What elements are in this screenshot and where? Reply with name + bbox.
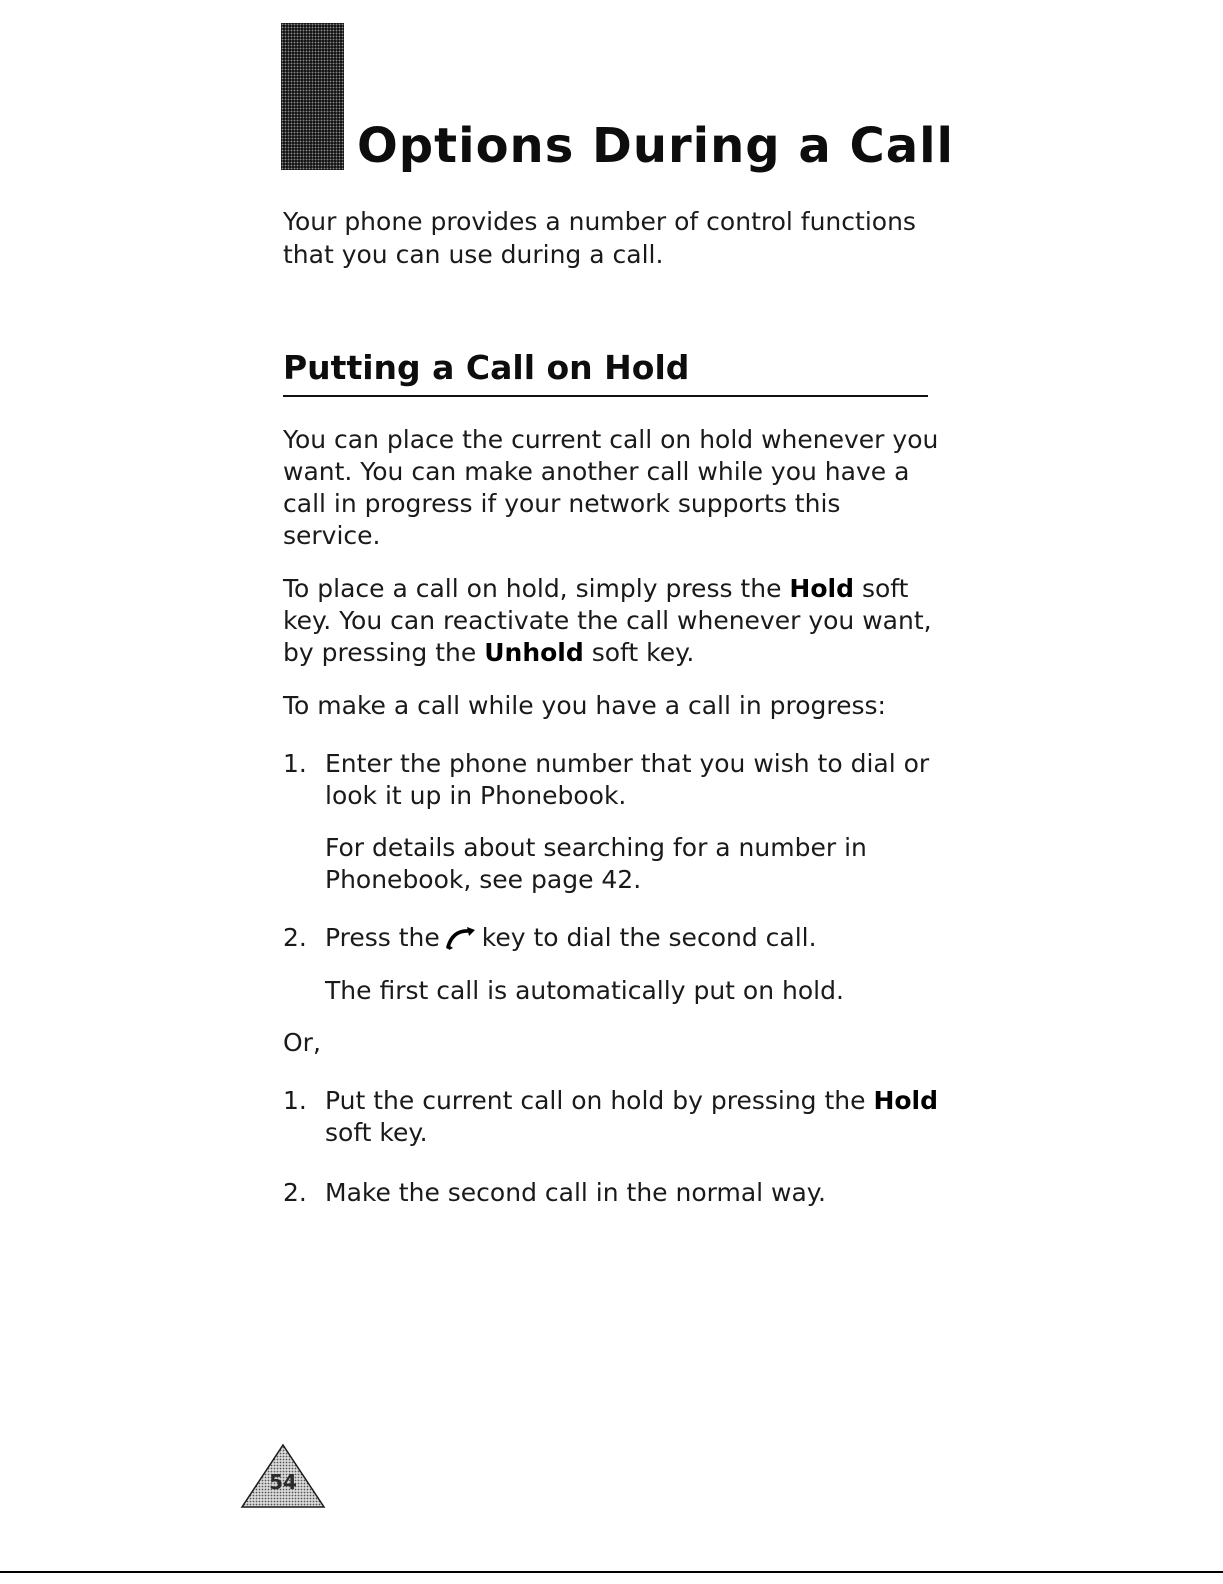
step-text-pre: Put the current call on hold by pressing the: [325, 1086, 874, 1115]
step-number: 1.: [283, 749, 307, 778]
second-call-lead: To make a call while you have a call in progress:: [283, 691, 886, 720]
unhold-softkey-label: Unhold: [484, 638, 584, 667]
chapter-title: Options During a Call: [357, 118, 954, 174]
step-text: Make the second call in the normal way.: [325, 1178, 826, 1207]
phone-send-icon: [446, 926, 476, 950]
step-number: 2.: [283, 1178, 307, 1207]
step-text: [325, 1085, 945, 1149]
step-note: For details about searching for a number in Phonebook, see page 42.: [325, 833, 867, 894]
step-text-post: soft key.: [325, 1118, 428, 1147]
step-text: [325, 922, 945, 954]
step-number: 2.: [283, 923, 307, 952]
section-heading: Putting a Call on Hold: [283, 348, 690, 387]
hold-softkey-label: Hold: [873, 1086, 939, 1115]
chapter-tab-marker: [281, 23, 344, 170]
section-rule: [283, 395, 928, 397]
hold-softkey-label: Hold: [789, 574, 854, 603]
or-connector: Or,: [283, 1028, 321, 1057]
step-text-post: key to dial the second call.: [481, 923, 817, 952]
hold-instructions-c: soft key. You can reactivate the call whenever you want, by pressing the: [283, 574, 932, 667]
page-bottom-rule: [0, 1571, 1223, 1573]
hold-instructions-d: soft key.: [583, 638, 695, 667]
hold-instructions-a: To place a call on hold, simply press the: [283, 574, 790, 603]
intro-paragraph: Your phone provides a number of control functions that you can use during a call.: [283, 207, 916, 269]
page-number: 54: [269, 1470, 297, 1494]
step-text: Enter the phone number that you wish to dial or look it up in Phonebook.: [325, 749, 930, 810]
hold-description: You can place the current call on hold whenever you want. You can make another call while you have a call in progress if your network supports this service.: [283, 425, 939, 550]
step-number: 1.: [283, 1086, 307, 1115]
hold-instructions: [283, 573, 943, 669]
step-text-pre: Press the: [325, 923, 440, 952]
step-note: The first call is automatically put on hold.: [325, 976, 844, 1005]
